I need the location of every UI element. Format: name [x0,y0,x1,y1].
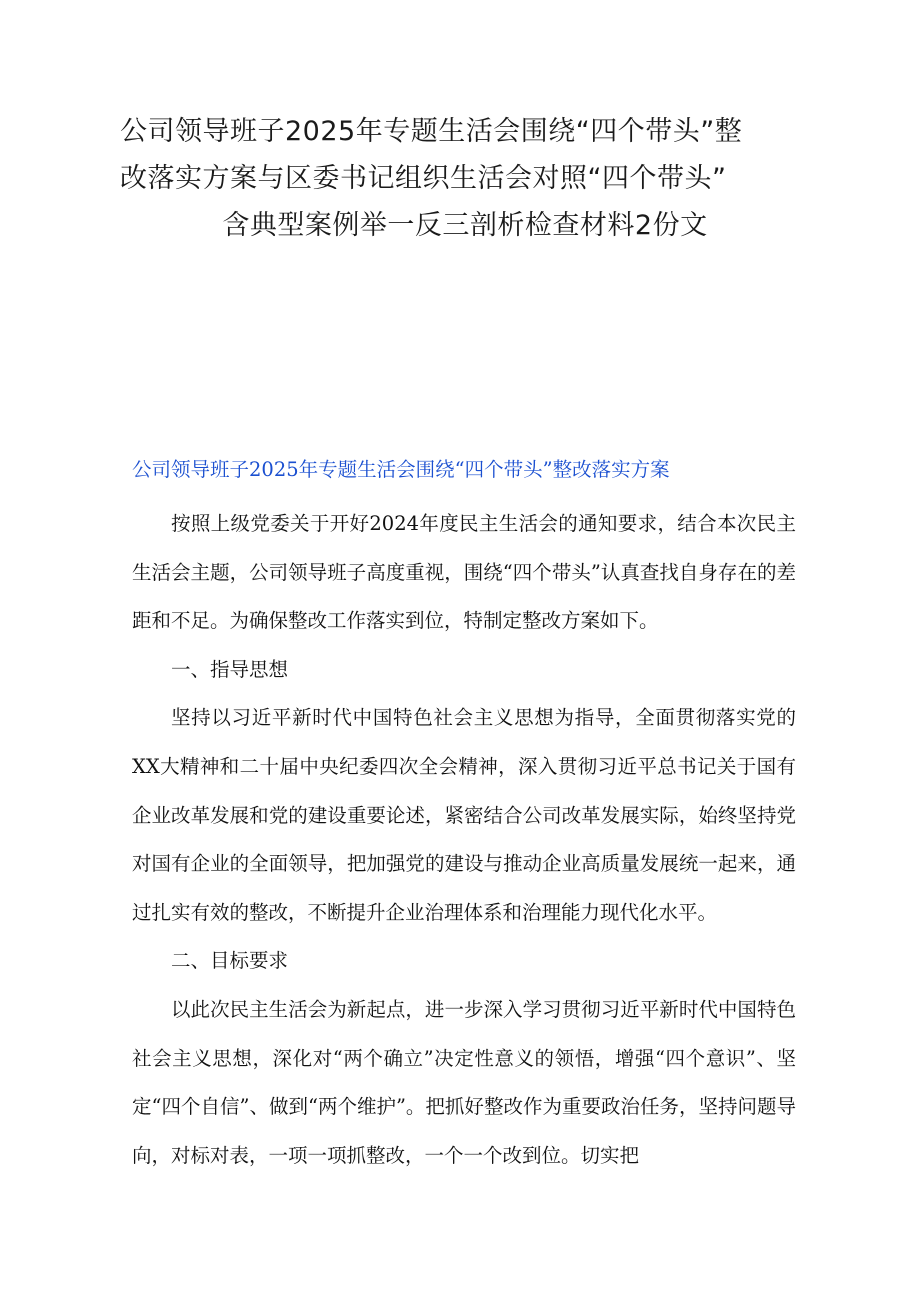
section-heading: 公司领导班子2025年专题生活会围绕“四个带头”整改落实方案 [132,458,670,481]
subheading-goals: 二、目标要求 [171,949,289,973]
paragraph-guiding-thought: 坚持以习近平新时代中国特色社会主义思想为指导，全面贯彻落实党的XX大精神和二十届中央纪委四次全会精神，深入贯彻习近平总书记关于国有企业改革发展和党的建设重要论述，紧密结合公司改革发展实际，始终坚持党对国有企业的全面领导，把加强党的建设与推动企业高质量发展统一起来，通过扎实有效的整改，不断提升企业治理体系和治理能力现代化水平。 [132,706,796,924]
subheading-guiding-thought: 一、指导思想 [171,657,289,681]
paragraph-intro: 按照上级党委关于开好2024年度民主生活会的通知要求，结合本次民主生活会主题，公司领导班子高度重视，围绕“四个带头”认真查找自身存在的差距和不足。为确保整改工作落实到位，特制定整改方案如下。 [132,512,796,633]
document-body [132,500,796,1180]
title-line-3: 含典型案例举一反三剖析检查材料2份文 [222,210,708,241]
paragraph-goals: 以此次民主生活会为新起点，进一步深入学习贯彻习近平新时代中国特色社会主义思想，深化对“两个确立”决定性意义的领悟，增强“四个意识”、坚定“四个自信”、做到“两个维护”。把抓好整改作为重要政治任务，坚持问题导向，对标对表，一项一项抓整改，一个一个改到位。切实把 [132,997,796,1167]
title-line-2: 改落实方案与区委书记组织生活会对照“四个带头” [120,163,727,194]
title-line-1: 公司领导班子2025年专题生活会围绕“四个带头”整 [120,116,743,147]
document-title [120,108,810,249]
